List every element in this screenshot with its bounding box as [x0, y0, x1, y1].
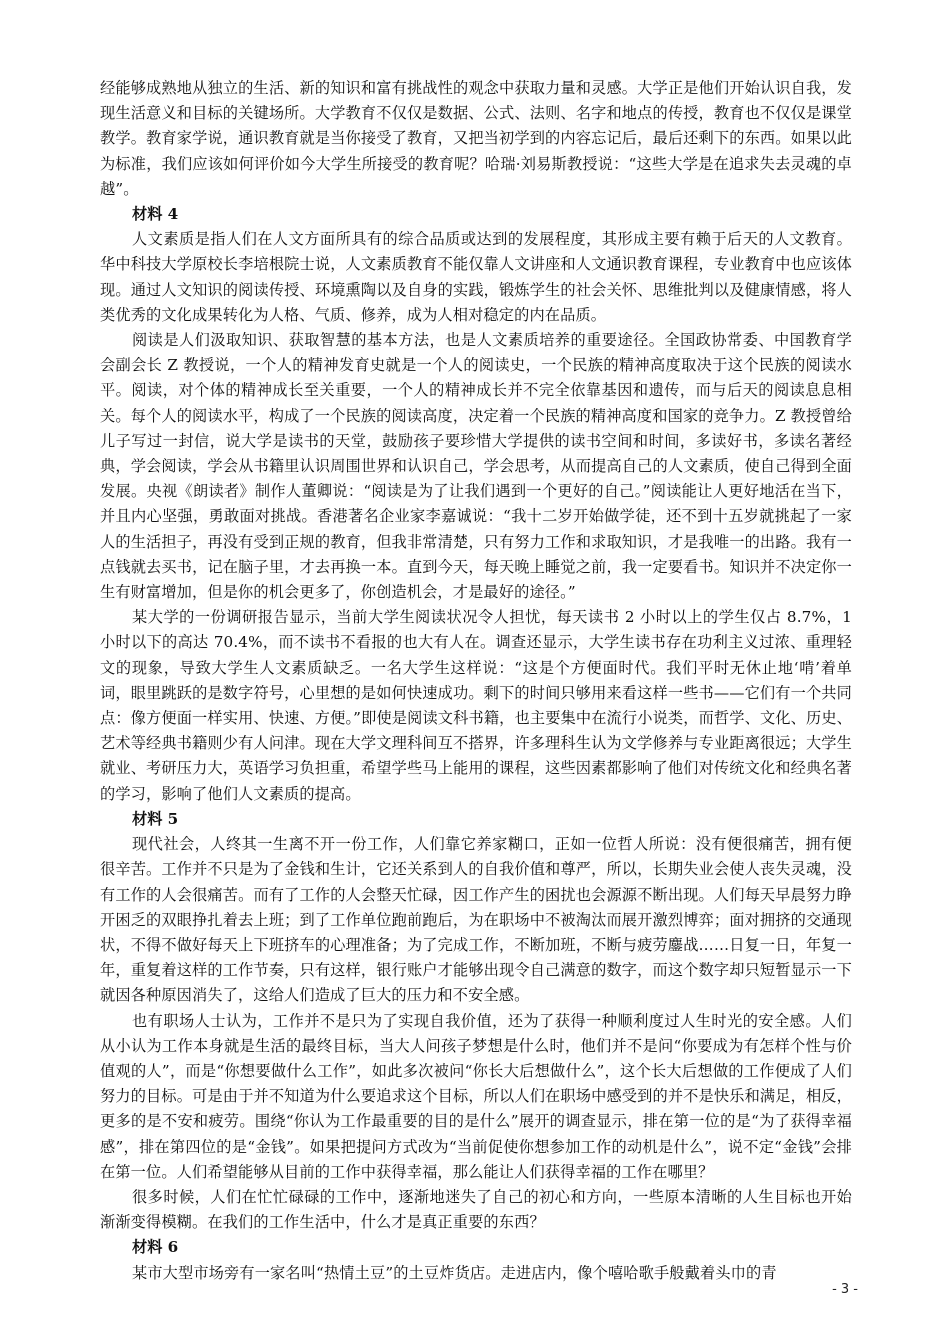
paragraph-reading-importance: 阅读是人们汲取知识、获取智慧的基本方法，也是人文素质培养的重要途径。全国政协常委、中国教育学会副会长 Z 教授说，一个人的精神发育史就是一个人的阅读史，一个民族的精神高度取决于这个民族的阅读水平。阅读，对个体的精神成长至关重要，一个人的精神成长并不完全依靠基因和遗传，而与后天的阅读息息相关。每个人的阅读水平，构成了一个民族的阅读高度，决定着一个民族的精神高度和国家的竞争力。Z 教授曾给儿子写过一封信，说大学是读书的天堂，鼓励孩子要珍惜大学提供的读书空间和时间，多读好书，多读名著经典，学会阅读，学会从书籍里认识周围世界和认识自己，学会思考，从而提高自己的人文素质，使自己得到全面发展。央视《朗读者》制作人董卿说：“阅读是为了让我们遇到一个更好的自己。”阅读能让人更好地活在当下，并且内心坚强，勇敢面对挑战。香港著名企业家李嘉诚说：“我十二岁开始做学徒，还不到十五岁就挑起了一家人的生活担子，再没有受到正规的教育，但我非常清楚，只有努力工作和求取知识，才是我唯一的出路。我有一点钱就去买书，记在脑子里，才去再换一本。直到今天，每天晚上睡觉之前，我一定要看书。知识并不决定你一生有财富增加，但是你的机会更多了，你创造机会，才是最好的途径。” — [100, 331, 852, 602]
page-number: - 3 - — [832, 1282, 858, 1297]
paragraph-work-happiness: 也有职场人士认为，工作并不是只为了实现自我价值，还为了获得一种顺利度过人生时光的安全感。人们从小认为工作本身就是生活的最终目标，当大人问孩子梦想是什么时，他们并不是问“你要成为有怎样个性与价值观的人”，而是“你想要做什么工作”，如此多次被问“你长大后想做什么”，这个长大后想做的工作便成了人们努力的目标。可是由于并不知道为什么要追求这个目标，所以人们在职场中感受到的并不是快乐和满足，相反，更多的是不安和疲劳。围绕“你认为工作最重要的目的是什么”展开的调查显示，排在第一位的是“为了获得幸福感”，排在第四位的是“金钱”。如果把提问方式改为“当前促使你想参加工作的动机是什么”，说不定“金钱”会排在第一位。人们希望能够从目前的工作中获得幸福，那么能让人们获得幸福的工作在哪里？ — [100, 1011, 852, 1181]
paragraph-work-goals: 很多时候，人们在忙忙碌碌的工作中，逐渐地迷失了自己的初心和方向，一些原本清晰的人生目标也开始渐渐变得模糊。在我们的工作生活中，什么才是真正重要的东西？ — [100, 1187, 852, 1232]
paragraph-work-pressure: 现代社会，人终其一生离不开一份工作，人们靠它养家糊口，正如一位哲人所说：没有便很痛苦，拥有便很辛苦。工作并不只是为了金钱和生计，它还关系到人的自我价值和尊严，所以，长期失业会使人丧失灵魂，没有工作的人会很痛苦。而有了工作的人会整天忙碌，因工作产生的困扰也会源源不断出现。人们每天早晨努力睁开困乏的双眼挣扎着去上班；到了工作单位跑前跑后，为在职场中不被淘汰而展开激烈博弈；面对拥挤的交通现状，不得不做好每天上下班挤车的心理准备；为了完成工作，不断加班，不断与疲劳鏖战……日复一日，年复一年，重复着这样的工作节奏，只有这样，银行账户才能够出现令自己满意的数字，而这个数字却只短暂显示一下就因各种原因消失了，这给人们造成了巨大的压力和不安全感。 — [100, 835, 852, 1005]
paragraph-continuation: 经能够成熟地从独立的生活、新的知识和富有挑战性的观念中获取力量和灵感。大学正是他们开始认识自我，发现生活意义和目标的关键场所。大学教育不仅仅是数据、公式、法则、名字和地点的传授，教育也不仅仅是课堂教学。教育家学说，通识教育就是当你接受了教育，又把当初学到的内容忘记后，最后还剩下的东西。如果以此为标准，我们应该如何评价如今大学生所接受的教育呢？哈瑞·刘易斯教授说：“这些大学是在追求失去灵魂的卓越”。 — [100, 79, 852, 198]
paragraph-reading-survey: 某大学的一份调研报告显示，当前大学生阅读状况令人担忧，每天读书 2 小时以上的学生仅占 8.7%，1 小时以下的高达 70.4%，而不读书不看报的也大有人在。调查还显示，大学生读书存在功利主义过浓、重理轻文的现象，导致大学生人文素质缺乏。一名大学生这样说：“这是个方便面时代。我们平时无休止地‘啃’着单词，眼里跳跃的是数字符号，心里想的是如何快速成功。剩下的时间只够用来看这样一些书——它们有一个共同点：像方便面一样实用、快速、方便。”即使是阅读文科书籍，也主要集中在流行小说类，而哲学、文化、历史、艺术等经典书籍则少有人问津。现在大学文理科间互不搭界，许多理科生认为文学修养与专业距离很远；大学生就业、考研压力大，英语学习负担重，希望学些马上能用的课程，这些因素都影响了他们对传统文化和经典名著的学习，影响了他们人文素质的提高。 — [100, 608, 852, 803]
section-heading-material-6: 材料 6 — [132, 1238, 179, 1257]
section-heading-material-5: 材料 5 — [132, 809, 179, 828]
document-page — [100, 76, 852, 1286]
paragraph-humanities-quality: 人文素质是指人们在人文方面所具有的综合品质或达到的发展程度，其形成主要有赖于后天的人文教育。华中科技大学原校长李培根院士说，人文素质教育不能仅靠人文讲座和人文通识教育课程，专业教育中也应该体现。通过人文知识的阅读传授、环境熏陶以及自身的实践，锻炼学生的社会关怀、思维批判以及健康情感，将人类优秀的文化成果转化为人格、气质、修养，成为人相对稳定的内在品质。 — [100, 230, 852, 324]
paragraph-potato-shop: 某市大型市场旁有一家名叫“热情土豆”的土豆炸货店。走进店内，像个嘻哈歌手般戴着头巾的青 — [132, 1263, 777, 1282]
section-heading-material-4: 材料 4 — [132, 205, 179, 224]
